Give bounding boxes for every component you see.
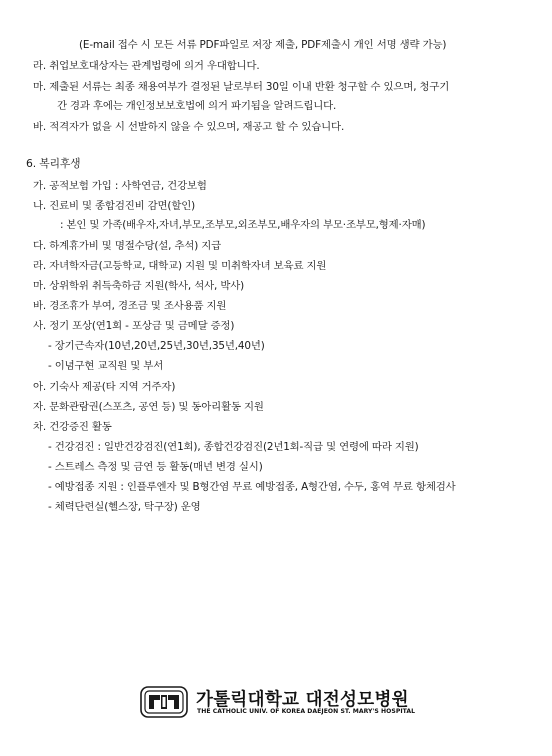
hospital-emblem-icon xyxy=(140,686,188,718)
benefit-sa: 사. 정기 포상(연1회 - 포상금 및 금메달 증정) xyxy=(33,320,235,332)
benefit-a: 아. 기숙사 제공(타 지역 거주자) xyxy=(33,381,176,393)
benefit-da: 다. 하계휴가비 및 명절수당(설, 추석) 지급 xyxy=(33,240,222,252)
intro-item-ra: 라. 취업보호대상자는 관계법령에 의거 우대합니다. xyxy=(33,60,260,72)
section-title: 6. 복리후생 xyxy=(26,157,81,170)
benefit-cha: 차. 건강증진 활동 xyxy=(33,421,112,433)
benefit-cha-sub1: - 건강검진 : 일반건강검진(연1회), 종합건강검진(2년1회-직급 및 연령에 따라 지원) xyxy=(48,441,419,453)
hospital-name-korean: 가톨릭대학교 대전성모병원 xyxy=(196,690,409,710)
benefit-na-detail: : 본인 및 가족(배우자,자녀,부모,조부모,외조부모,배우자의 부모·조부모,형제·자매) xyxy=(60,219,426,231)
intro-item-ma-cont: 간 경과 후에는 개인정보보호법에 의거 파기됨을 알려드립니다. xyxy=(57,100,337,112)
email-note: (E-mail 접수 시 모든 서류 PDF파일로 저장 제출, PDF제출시 개인 서명 생략 가능) xyxy=(79,39,447,51)
benefit-cha-sub2: - 스트레스 측정 및 금연 등 활동(매년 변경 실시) xyxy=(48,461,263,473)
intro-item-ma: 마. 제출된 서류는 최종 채용여부가 결정된 날로부터 30일 이내 반환 청구할 수 있으며, 청구기 xyxy=(33,81,450,93)
benefit-sa-sub1: - 장기근속자(10년,20년,25년,30년,35년,40년) xyxy=(48,340,265,352)
benefit-ga: 가. 공적보험 가입 : 사학연금, 건강보험 xyxy=(33,180,207,192)
hospital-logo xyxy=(140,686,440,722)
benefit-na: 나. 진료비 및 종합검진비 감면(할인) xyxy=(33,200,195,212)
benefit-ra: 라. 자녀학자금(고등학교, 대학교) 지원 및 미취학자녀 보육료 지원 xyxy=(33,260,327,272)
benefit-ma: 마. 상위학위 취득축하금 지원(학사, 석사, 박사) xyxy=(33,280,245,292)
benefit-ba: 바. 경조휴가 부여, 경조금 및 조사용품 지원 xyxy=(33,300,227,312)
benefit-cha-sub4: - 체력단련실(헬스장, 탁구장) 운영 xyxy=(48,501,201,513)
benefit-ja: 자. 문화관람권(스포츠, 공연 등) 및 동아리활동 지원 xyxy=(33,401,264,413)
intro-item-ba: 바. 적격자가 없을 시 선발하지 않을 수 있으며, 재공고 할 수 있습니다. xyxy=(33,121,345,133)
benefit-cha-sub3: - 예방접종 지원 : 인플루엔자 및 B형간염 무료 예방접종, A형간염, 수두, 홍역 무료 항체검사 xyxy=(48,481,456,493)
hospital-name-english: THE CATHOLIC UNIV. OF KOREA DAEJEON ST. MARY'S HOSPITAL xyxy=(197,708,416,715)
benefit-sa-sub2: - 이념구현 교직원 및 부서 xyxy=(48,360,164,372)
